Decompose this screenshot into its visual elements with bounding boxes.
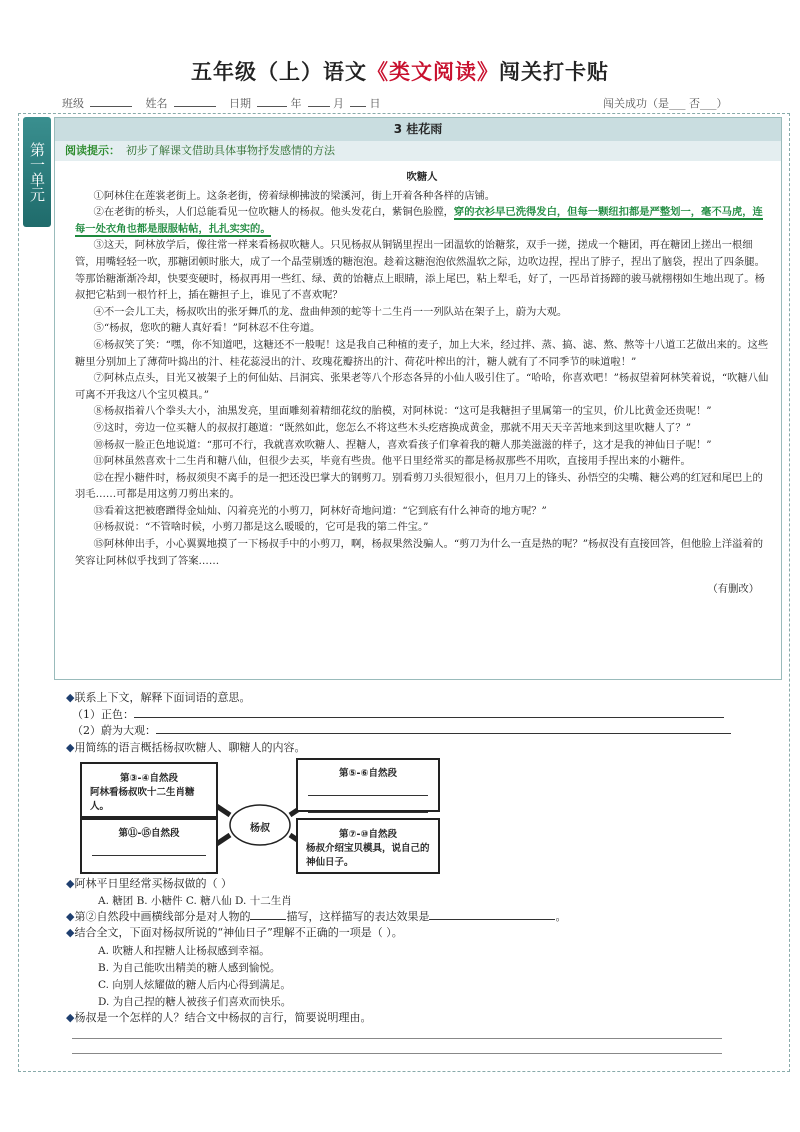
paragraph: ④不一会儿工夫，杨叔吹出的张牙舞爪的龙、盘曲伸颈的蛇等十二生肖一一列队站在架子上，蔚为大观。 <box>93 305 568 318</box>
paragraph: ⑦阿林点点头，目光又被架子上的何仙姑、吕洞宾、张果老等八个形态各异的小仙人吸引住了。“哈哈，你喜欢吧！”杨叔望着阿林笑着说，“吹糖八仙可离不开我这八个宝贝模具。” <box>75 372 769 401</box>
answer-line[interactable] <box>429 919 555 920</box>
summary-box-4: 第⑦-⑩自然段 杨叔介绍宝贝模具，说自己的神仙日子。 <box>296 818 440 874</box>
question-3: ◆阿林平日里经常买杨叔做的（ ） <box>66 877 232 890</box>
summary-box-3[interactable]: 第⑪-⑮自然段 <box>80 818 218 874</box>
option-a: A. 吹糖人和捏糖人让杨叔感到幸福。 <box>98 945 270 957</box>
paragraph: ⑥杨叔笑了笑：“嘿，你不知道吧，这糖还不一般呢！这是我自己种植的麦子，加上大米，经过拌、蒸、搞、滤、熬、熬等十八道工艺做出来的。这些糖里分别加上了薄荷叶捣出的汁、桂花蕊浸出的汁、玫瑰花瓣挤出的汁、荷花叶榨出的汁，糖人就有了不同季节的味道啦！” <box>75 338 769 368</box>
paragraph: ⑭杨叔说：“不管啥时候，小剪刀都是这么暖暖的，它可是我的第二件宝。” <box>93 521 429 534</box>
underlined-sentence: 穿的衣衫早已洗得发白，但每一颗纽扣都是严整划一，毫不马虎，连每一处衣角也都是服服帖帖，扎扎实实的。 <box>75 206 763 235</box>
unit-label: 第一单元 <box>23 117 51 227</box>
paragraph: ⑨这时，旁边一位买糖人的叔叔打趣道：“既然如此，您怎么不将这些木头疙瘩换成黄金，那就不用天天辛苦地来到这里吹糖人了？” <box>93 421 691 434</box>
question-1b: （2）蔚为大观： <box>72 723 731 739</box>
question-1: ◆联系上下文，解释下面词语的意思。 <box>66 691 251 704</box>
answer-line[interactable] <box>72 1038 722 1039</box>
paragraph: ⑧杨叔指着八个拳头大小，油黑发亮，里面雕刻着精细花纹的胎模，对阿林说：“这可是我糖担子里属第一的宝贝，价儿比黄金还贵呢！” <box>93 405 712 418</box>
option-d: D. 为自己捏的糖人被孩子们喜欢而快乐。 <box>98 996 292 1008</box>
paragraph: ⑮阿林伸出手，小心翼翼地摸了一下杨叔手中的小剪刀，啊，杨叔果然没骗人。“剪刀为什么一直是热的呢？”杨叔没有直接回答，但他脸上洋溢着的笑容让阿林似乎找到了答案…… <box>75 538 764 567</box>
diagram-center: 杨叔 <box>250 823 270 834</box>
passage <box>55 161 781 598</box>
question-4: ◆第②自然段中画横线部分是对人物的 描写，这样描写的表达效果是 。 <box>66 910 567 923</box>
question-6: ◆杨叔是一个怎样的人？结合文中杨叔的言行，简要说明理由。 <box>66 1011 372 1024</box>
page-title: 五年级（上）语文《类文阅读》闯关打卡贴 <box>191 60 609 84</box>
option-c: C. 向别人炫耀做的糖人后内心得到满足。 <box>98 979 291 991</box>
question-1a: （1）正色： <box>72 707 724 723</box>
source-note: （有删改） <box>707 583 759 596</box>
reading-tip: 阅读提示： 初步了解课文借助具体事物抒发感情的方法 <box>55 141 781 161</box>
summary-box-2[interactable]: 第⑤-⑥自然段 <box>296 758 440 812</box>
student-info: 班级 姓名 日期 年 月 日 <box>62 97 381 110</box>
answer-line[interactable] <box>134 717 724 718</box>
paragraph: ⑩杨叔一脸正色地说道：“那可不行，我就喜欢吹糖人、捏糖人，喜欢看孩子们拿着我的糖人那美滋滋的样子，这才是我的神仙日子呢！” <box>93 438 712 451</box>
paragraph: ③这天，阿林放学后，像往常一样来看杨叔吹糖人。只见杨叔从铜锅里捏出一团温软的饴糖浆，双手一搓，搓成一个糖团，再在糖团上搓出一根细管，用嘴轻轻一吹，那糖团顿时胀大，成了一个晶莹剔透的糖泡泡。趁着这糖泡泡依然温软之际，边吹边捏，捏出了脖子，捏出了脑袋，捏出了四条腿。等那饴糖渐渐冷却，快要变硬时，杨叔再用一些红、绿、黄的饴糖点上眼睛，添上尾巴，粘上犁毛，好了，一匹昂首扬蹄的骏马就栩栩如生地出现了。杨叔把它粘到一根竹杆上，插在糖担子上，谁见了不喜欢呢？ <box>75 239 765 302</box>
option-b: B. 为自己能吹出精美的糖人感到愉悦。 <box>98 962 281 974</box>
pass-status: 闯关成功（是___ 否___） <box>603 97 728 110</box>
paragraph: ②在老街的桥头，人们总能看见一位吹糖人的杨叔。他头发花白，紫铜色脸膛，穿的衣衫早已洗得发白，但每一颗纽扣都是严整划一，毫不马虎，连每一处衣角也都是服服帖帖，扎扎实实的。 <box>75 206 763 235</box>
paragraph: ⑪阿林虽然喜欢十二生肖和糖八仙，但很少去买，毕竟有些贵。他平日里经常买的都是杨叔那些不用吹，直接用手捏出来的小糖件。 <box>93 455 691 468</box>
question-5: ◆结合全文，下面对杨叔所说的“神仙日子”理解不正确的一项是（ ）。 <box>66 926 403 939</box>
answer-line[interactable] <box>250 919 286 920</box>
question-3-options: A. 糖团 B. 小糖件 C. 糖八仙 D. 十二生肖 <box>98 895 292 907</box>
summary-box-1: 第③-④自然段 阿林看杨叔吹十二生肖糖人。 <box>80 762 218 818</box>
paragraph: ⑫在捏小糖件时，杨叔须臾不离手的是一把还没巴掌大的钢剪刀。别看剪刀头很短很小，但月刀上的锋头、孙悟空的尖嘴、糖公鸡的红冠和尾巴上的羽毛……可都是用这剪刀剪出来的。 <box>75 471 763 501</box>
paragraph: ⑬看着这把被磨蹭得金灿灿、闪着亮光的小剪刀，阿林好奇地问道：“它到底有什么神奇的地方呢？” <box>93 504 547 517</box>
answer-line[interactable] <box>156 733 731 734</box>
paragraph: ⑤“杨叔，您吹的糖人真好看！”阿林忍不住夸道。 <box>93 322 321 335</box>
lesson-title: 3 桂花雨 <box>55 118 781 141</box>
passage-title: 吹糖人 <box>406 171 438 183</box>
answer-line[interactable] <box>72 1053 722 1054</box>
reading-section <box>54 117 782 680</box>
paragraph: ①阿林住在莲裳老街上。这条老街，傍着绿柳拂波的梁溪河，街上开着各种各样的店铺。 <box>93 189 496 202</box>
question-2: ◆用简练的语言概括杨叔吹糖人、聊糖人的内容。 <box>66 741 306 754</box>
